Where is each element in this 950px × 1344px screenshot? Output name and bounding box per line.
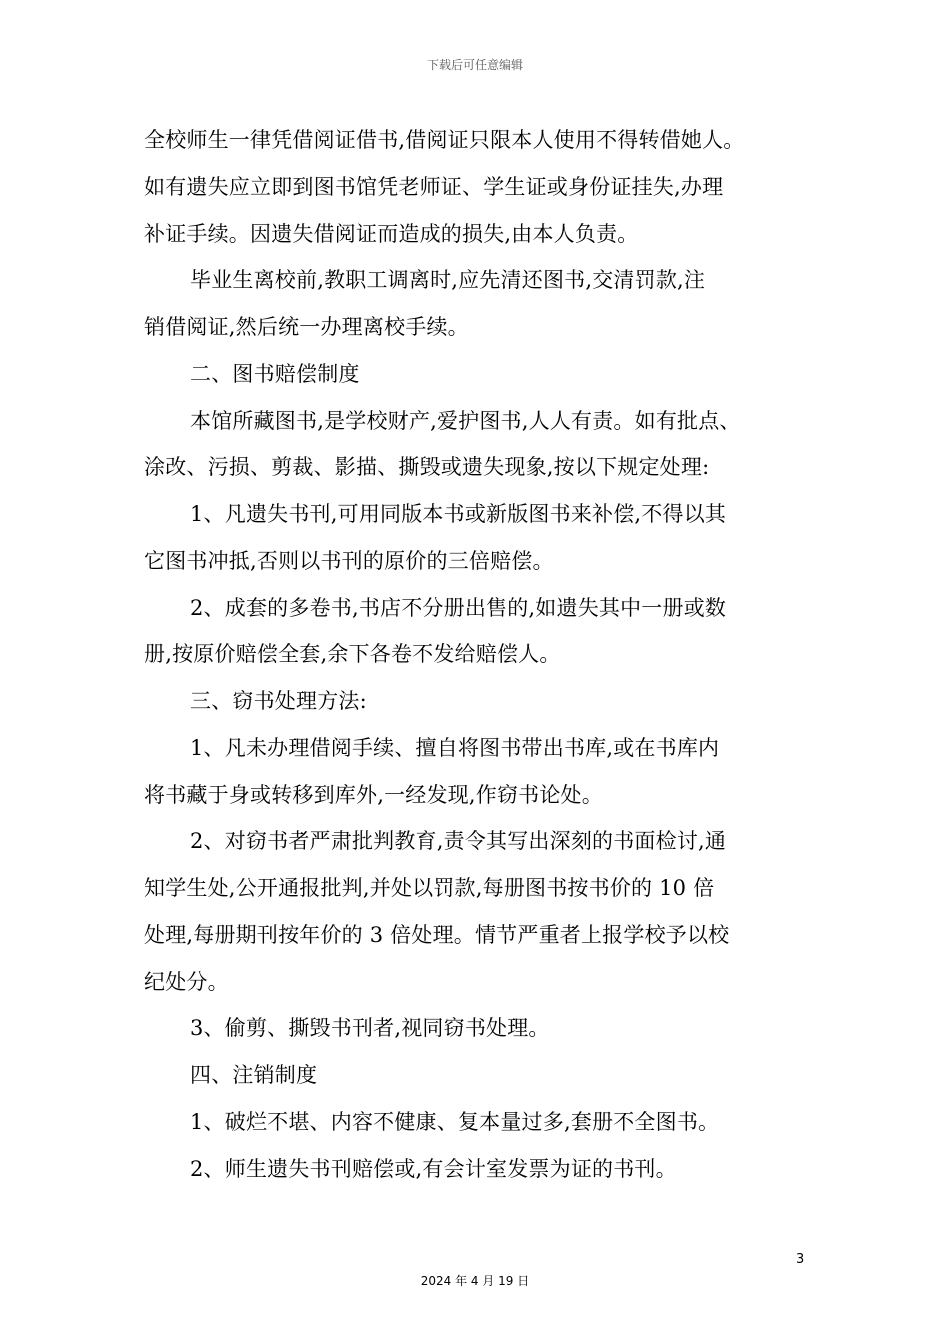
text-line: 知学生处,公开通报批判,并处以罚款,每册图书按书价的 10 倍 (144, 876, 715, 900)
footer-date: 2024 年 4 月 19 日 (420, 1274, 530, 1288)
text-line: 本馆所藏图书,是学校财产,爱护图书,人人有责。如有批点、 (190, 408, 741, 433)
text-line: 将书藏于身或转移到库外,一经发现,作窃书论处。 (144, 782, 603, 807)
text-line: 2、对窃书者严肃批判教育,责令其写出深刻的书面检讨,通 (190, 829, 727, 854)
text-line: 3、偷剪、撕毁书刊者,视同窃书处理。 (190, 1016, 550, 1041)
document-body (144, 117, 804, 1192)
text-line: 纪处分。 (144, 969, 229, 994)
section-heading: 四、注销制度 (190, 1063, 318, 1087)
text-line: 1、凡遗失书刊,可用同版本书或新版图书来补偿,不得以其 (190, 502, 727, 526)
page-number: 3 (796, 1252, 805, 1267)
text-line: 如有遗失应立即到图书馆凭老师证、学生证或身份证挂失,办理 (144, 174, 724, 199)
section-heading: 二、图书赔偿制度 (190, 361, 360, 386)
text-line: 全校师生一律凭借阅证借书,借阅证只限本人使用不得转借她人。 (144, 128, 745, 152)
text-line: 2、成套的多卷书,书店不分册出售的,如遗失其中一册或数 (190, 595, 727, 620)
text-line: 册,按原价赔偿全套,余下各卷不发给赔偿人。 (144, 642, 561, 667)
text-line: 1、破烂不堪、内容不健康、复本量过多,套册不全图书。 (190, 1109, 720, 1134)
section-heading: 三、窃书处理方法: (190, 689, 367, 713)
text-line: 处理,每册期刊按年价的 3 倍处理。情节严重者上报学校予以校 (144, 922, 730, 947)
text-line: 2、师生遗失书刊赔偿或,有会计室发票为证的书刊。 (190, 1156, 677, 1181)
text-line: 它图书冲抵,否则以书刊的原价的三倍赔偿。 (144, 548, 554, 573)
text-line: 1、凡未办理借阅手续、擅自将图书带出书库,或在书库内 (190, 735, 720, 760)
text-line: 销借阅证,然后统一办理离校手续。 (144, 315, 469, 339)
text-line: 补证手续。因遗失借阅证而造成的损失,由本人负责。 (144, 221, 639, 246)
text-line: 毕业生离校前,教职工调离时,应先清还图书,交清罚款,注 (190, 268, 706, 293)
page-header: 下载后可任意编辑 (426, 58, 523, 72)
text-line: 涂改、污损、剪裁、影描、撕毁或遗失现象,按以下规定处理: (144, 455, 710, 480)
